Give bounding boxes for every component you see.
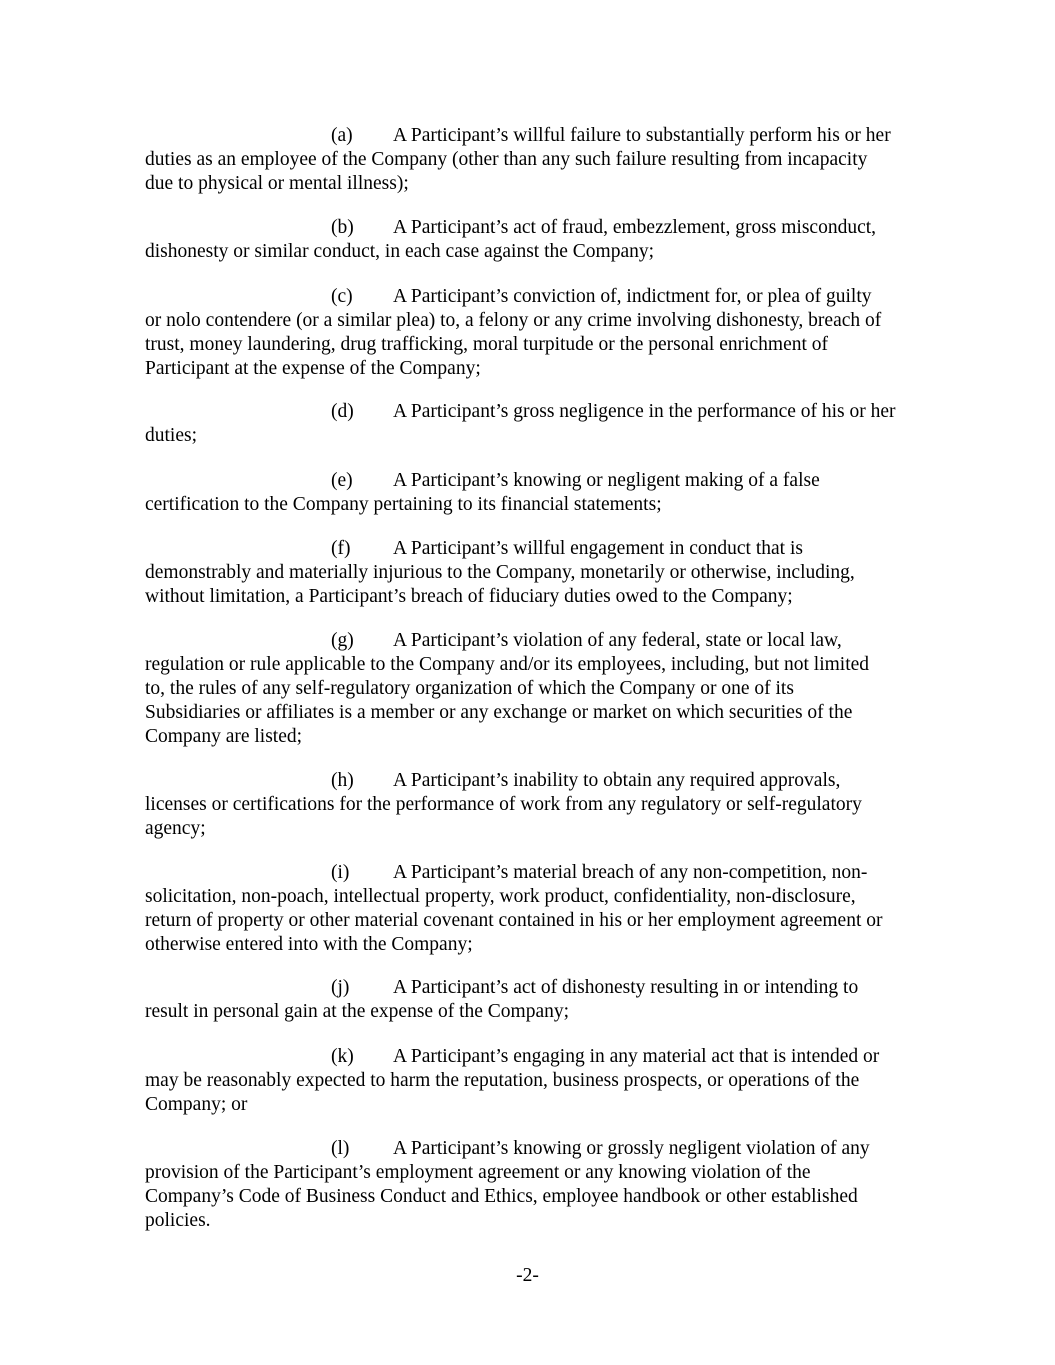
- clause-text: A Participant’s willful engagement in conduct that is demonstrably and materially injurious to the Company, monetarily or otherwise, including, without limitation, a Participant’s breach of fiduciary duties owed to the Company;: [145, 538, 855, 607]
- clause-text: A Participant’s gross negligence in the performance of his or her duties;: [145, 401, 896, 446]
- clause-text: A Participant’s conviction of, indictment for, or plea of guilty or nolo contendere (or a similar plea) to, a felony or any crime involving dishonesty, breach of trust, money laundering, drug trafficking, moral turpitude or the personal enrichment of Participant at the expense of the Company;: [145, 286, 882, 379]
- clause-marker: (l): [331, 1138, 350, 1159]
- clause-g: [145, 629, 945, 749]
- clause-k: [145, 1045, 945, 1117]
- clause-d: [145, 400, 945, 448]
- clause-b: [145, 216, 945, 264]
- clause-j: [145, 976, 945, 1024]
- clause-text: A Participant’s inability to obtain any required approvals, licenses or certifications for the performance of work from any regulatory or self-regulatory agency;: [145, 770, 862, 839]
- clause-h: [145, 769, 945, 841]
- clause-marker: (i): [331, 862, 350, 883]
- clause-marker: (d): [331, 401, 354, 422]
- clause-text: A Participant’s engaging in any material act that is intended or may be reasonably expected to harm the reputation, business prospects, or operations of the Company; or: [145, 1046, 880, 1115]
- clause-text: A Participant’s material breach of any non-competition, non- solicitation, non-poach, intellectual property, work product, confidentiality, non-disclosure, return of property or other material covenant contained in his or her employment agreement or otherwise entered into with the Company;: [145, 862, 883, 955]
- clause-marker: (f): [331, 538, 351, 559]
- clause-e: [145, 469, 945, 517]
- clause-text: A Participant’s knowing or negligent making of a false certification to the Company pertaining to its financial statements;: [145, 470, 820, 515]
- clause-marker: (j): [331, 977, 350, 998]
- clause-marker: (g): [331, 630, 354, 651]
- clause-marker: (e): [331, 470, 353, 491]
- clause-text: A Participant’s act of fraud, embezzlement, gross misconduct, dishonesty or similar conduct, in each case against the Company;: [145, 217, 877, 262]
- clause-i: [145, 861, 945, 957]
- clause-c: [145, 285, 945, 381]
- page-number: -2-: [516, 1265, 539, 1286]
- clause-f: [145, 537, 945, 609]
- clause-text: A Participant’s knowing or grossly negligent violation of any provision of the Participant’s employment agreement or any knowing violation of the Company’s Code of Business Conduct and Ethics, employee handbook or other established policies.: [145, 1138, 870, 1231]
- clause-text: A Participant’s willful failure to substantially perform his or her duties as an employee of the Company (other than any such failure resulting from incapacity due to physical or mental illness);: [145, 125, 891, 194]
- clause-l: [145, 1137, 945, 1233]
- clause-a: [145, 124, 945, 196]
- clause-marker: (h): [331, 770, 354, 791]
- clause-marker: (c): [331, 286, 353, 307]
- clause-marker: (b): [331, 217, 354, 238]
- clause-marker: (k): [331, 1046, 354, 1067]
- clause-text: A Participant’s act of dishonesty resulting in or intending to result in personal gain at the expense of the Company;: [145, 977, 859, 1022]
- clause-marker: (a): [331, 125, 353, 146]
- clause-text: A Participant’s violation of any federal, state or local law, regulation or rule applicable to the Company and/or its employees, including, but not limited to, the rules of any self-regulatory organization of which the Company or one of its Subsidiaries or affiliates is a member or any exchange or market on which securities of the Company are listed;: [145, 630, 870, 747]
